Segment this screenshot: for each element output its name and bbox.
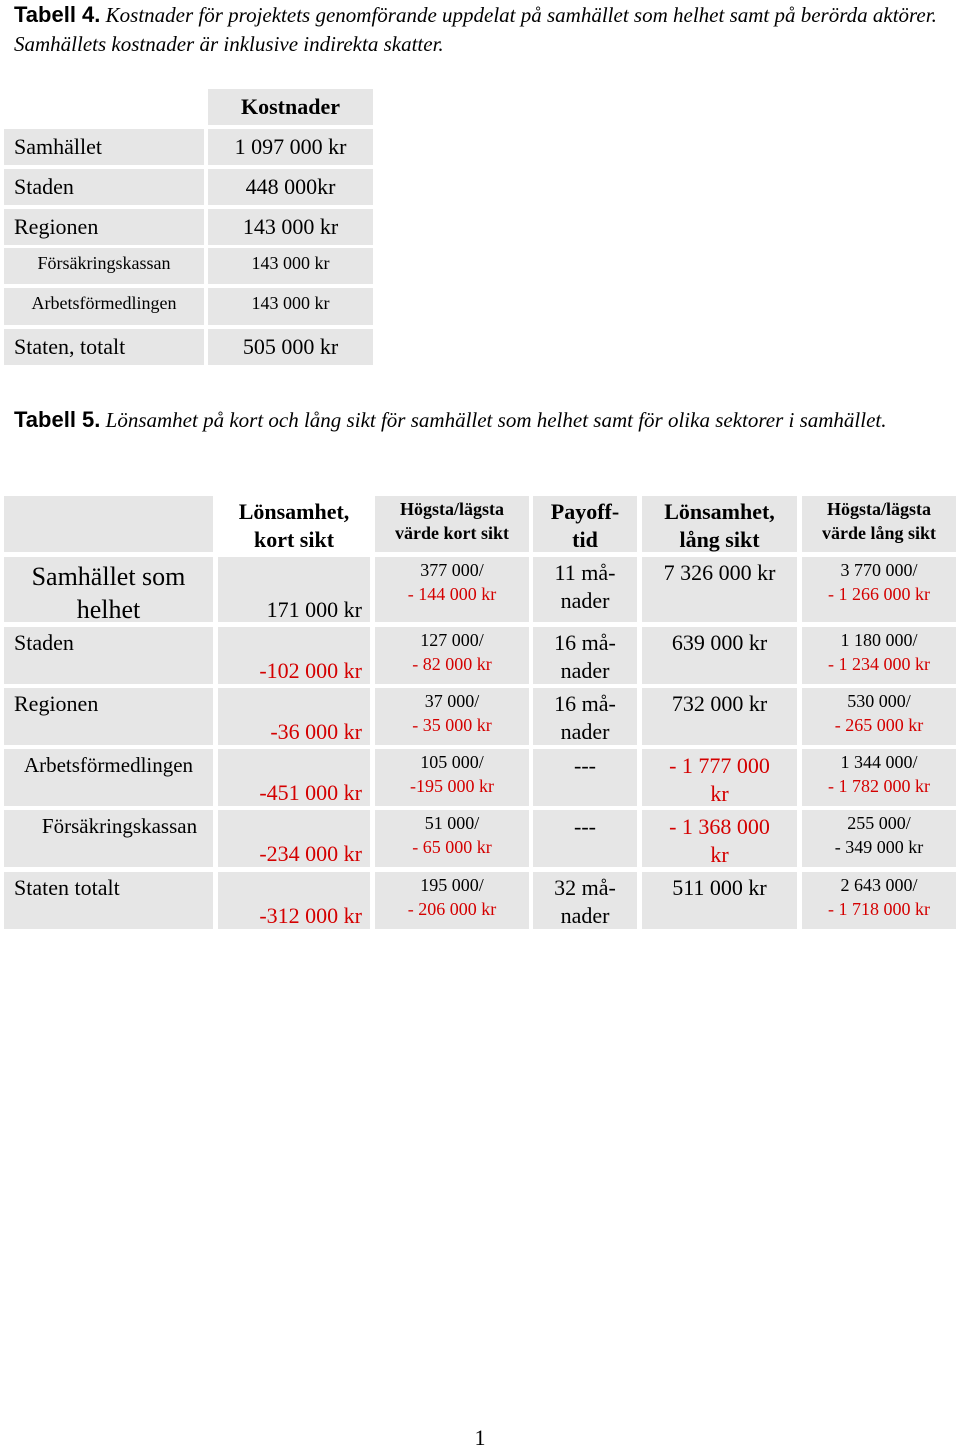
- long-term-value-line1: - 1 777 000: [669, 753, 770, 778]
- table4-row-value: 143 000 kr: [251, 253, 330, 273]
- table4-row-value: 448 000kr: [245, 174, 336, 199]
- long-high: 255 000/: [847, 813, 911, 833]
- short-term-value: 171 000 kr: [266, 597, 362, 622]
- payoff-line1: 16 må-: [554, 630, 616, 655]
- row-label: Försäkringskassan: [41, 814, 198, 838]
- table4-row-label: Arbetsförmedlingen: [31, 293, 177, 313]
- row-label: Regionen: [14, 691, 99, 716]
- table4-caption-label: Tabell 4.: [14, 2, 101, 27]
- table4-row-value: 1 097 000 kr: [234, 134, 347, 159]
- header-short-range-line1: Högsta/lägsta: [399, 499, 504, 519]
- long-low: - 1 266 000 kr: [828, 584, 930, 604]
- row-label: Staten totalt: [14, 875, 120, 900]
- header-long-range-line1: Högsta/lägsta: [826, 499, 931, 519]
- row-label: Staden: [14, 630, 74, 655]
- payoff-line2: nader: [560, 588, 610, 613]
- table4-row-label: Samhället: [14, 134, 102, 159]
- table5-caption: [14, 405, 949, 435]
- long-term-value: 732 000 kr: [671, 691, 768, 716]
- long-low: - 1 234 000 kr: [828, 654, 930, 674]
- long-term-value: 7 326 000 kr: [663, 560, 776, 585]
- short-high: 105 000/: [420, 752, 484, 772]
- short-high: 127 000/: [420, 630, 484, 650]
- short-low: - 35 000 kr: [412, 715, 492, 735]
- header-long-term-line1: Lönsamhet,: [664, 499, 775, 524]
- table4-row-label: Staden: [14, 174, 74, 199]
- payoff-value: ---: [574, 753, 596, 778]
- table4-row-value: 143 000 kr: [251, 293, 330, 313]
- row-label-line1: Samhället som: [31, 562, 186, 591]
- table4-row-label: Staten, totalt: [14, 334, 126, 359]
- payoff-line2: nader: [560, 903, 610, 928]
- long-low: - 349 000 kr: [834, 837, 924, 857]
- header-short-range-line2: värde kort sikt: [395, 523, 509, 543]
- short-term-value: -36 000 kr: [270, 719, 362, 744]
- payoff-value: ---: [574, 814, 596, 839]
- payoff-line2: nader: [560, 658, 610, 683]
- long-high: 2 643 000/: [840, 875, 918, 895]
- long-high: 1 180 000/: [840, 630, 918, 650]
- short-low: - 82 000 kr: [412, 654, 492, 674]
- short-low: - 144 000 kr: [407, 584, 497, 604]
- short-low: - 65 000 kr: [412, 837, 492, 857]
- header-payoff-line1: Payoff-: [550, 499, 620, 524]
- row-label: Arbetsförmedlingen: [23, 753, 194, 777]
- long-term-value-line2: kr: [710, 842, 729, 867]
- short-low: - 206 000 kr: [407, 899, 497, 919]
- table4-row-label: Regionen: [14, 214, 99, 239]
- table4-row-label: Försäkringskassan: [37, 253, 171, 273]
- short-high: 195 000/: [420, 875, 484, 895]
- table4-header: Kostnader: [241, 94, 340, 119]
- table5-caption-label: Tabell 5.: [14, 407, 101, 432]
- table4-row-value: 143 000 kr: [242, 214, 339, 239]
- table4-caption-text: Kostnader för projektets genomförande uppdelat på samhället som helhet samt på berörda aktörer. Samhällets kostnader är inklusive indirekta skatter.: [14, 3, 937, 56]
- table5-caption-text: Lönsamhet på kort och lång sikt för samhället som helhet samt för olika sektorer i samhället.: [105, 408, 887, 432]
- header-short-term-line1: Lönsamhet,: [238, 499, 350, 524]
- short-term-value: -234 000 kr: [259, 841, 362, 866]
- long-high: 1 344 000/: [840, 752, 918, 772]
- short-low: -195 000 kr: [410, 776, 494, 796]
- header-long-range-line2: värde lång sikt: [821, 523, 936, 543]
- payoff-line1: 11 må-: [554, 560, 616, 585]
- short-high: 37 000/: [424, 691, 480, 711]
- table4-caption: [14, 0, 949, 59]
- short-term-value: -102 000 kr: [259, 658, 362, 683]
- long-term-value: 511 000 kr: [672, 875, 767, 900]
- long-low: - 1 782 000 kr: [828, 776, 930, 796]
- long-term-value-line2: kr: [710, 781, 729, 806]
- header-short-term-line2: kort sikt: [253, 527, 335, 552]
- long-low: - 265 000 kr: [834, 715, 924, 735]
- page-number: 1: [474, 1425, 486, 1446]
- long-high: 3 770 000/: [840, 560, 918, 580]
- row-label-line2: helhet: [76, 595, 141, 624]
- short-high: 51 000/: [424, 813, 480, 833]
- table5-header-cell: [4, 496, 213, 552]
- header-long-term-line2: lång sikt: [679, 527, 760, 552]
- long-term-value-line1: - 1 368 000: [669, 814, 770, 839]
- header-payoff-line2: tid: [572, 527, 598, 552]
- short-high: 377 000/: [420, 560, 484, 580]
- long-low: - 1 718 000 kr: [828, 899, 930, 919]
- payoff-line1: 32 må-: [554, 875, 616, 900]
- short-term-value: -451 000 kr: [259, 780, 362, 805]
- short-term-value: -312 000 kr: [259, 903, 362, 928]
- payoff-line1: 16 må-: [554, 691, 616, 716]
- table4-row-value: 505 000 kr: [242, 334, 339, 359]
- long-term-value: 639 000 kr: [671, 630, 768, 655]
- long-high: 530 000/: [847, 691, 911, 711]
- payoff-line2: nader: [560, 719, 610, 744]
